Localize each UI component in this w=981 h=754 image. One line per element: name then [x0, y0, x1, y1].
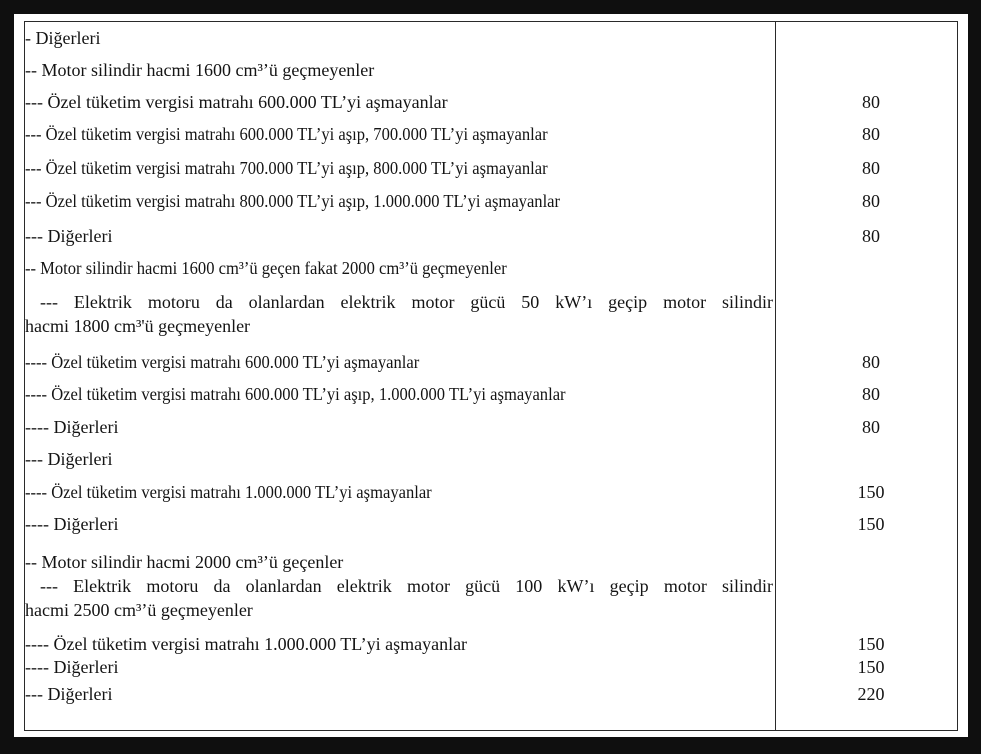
row-value: 80	[862, 124, 880, 144]
row-label: ---- Özel tüketim vergisi matrahı 1.000.000 TL’yi aşmayanlar	[25, 634, 468, 654]
row-value: 80	[862, 384, 880, 404]
row-value: 80	[862, 158, 880, 178]
row-label: --- Elektrik motoru da olanlardan elektrik motor gücü 100 kW’ı geçip motor silindir	[40, 576, 773, 596]
row-value: 150	[857, 657, 885, 677]
row-label: --- Özel tüketim vergisi matrahı 700.000 TL’yi aşıp, 800.000 TL’yi aşmayanlar	[25, 158, 548, 178]
row-value: 80	[862, 352, 880, 372]
row-label: --- Diğerleri	[25, 449, 113, 469]
row-label: ---- Diğerleri	[25, 417, 119, 437]
row-value: 80	[862, 417, 880, 437]
row-label: ---- Özel tüketim vergisi matrahı 600.000 TL’yi aşmayanlar	[25, 352, 420, 372]
row-label: --- Özel tüketim vergisi matrahı 600.000 TL’yi aşmayanlar	[25, 92, 448, 112]
row-label: ---- Diğerleri	[25, 657, 119, 677]
row-value: 80	[862, 92, 880, 112]
row-label: --- Özel tüketim vergisi matrahı 800.000 TL’yi aşıp, 1.000.000 TL’yi aşmayanlar	[25, 191, 561, 211]
row-label: - Diğerleri	[25, 28, 101, 48]
row-label: -- Motor silindir hacmi 1600 cm³’ü geçen fakat 2000 cm³’ü geçmeyenler	[25, 258, 507, 278]
row-label: --- Özel tüketim vergisi matrahı 600.000 TL’yi aşıp, 700.000 TL’yi aşmayanlar	[25, 124, 548, 144]
row-label: hacmi 2500 cm³’ü geçmeyenler	[25, 600, 253, 620]
row-label: hacmi 1800 cm³'ü geçmeyenler	[25, 316, 251, 336]
row-value: 80	[862, 191, 880, 211]
row-label: --- Diğerleri	[25, 684, 113, 704]
row-value: 220	[857, 684, 885, 704]
row-label: ---- Diğerleri	[25, 514, 119, 534]
row-label: --- Elektrik motoru da olanlardan elektrik motor gücü 50 kW’ı geçip motor silindir	[40, 292, 773, 312]
row-label: ---- Özel tüketim vergisi matrahı 600.000 TL’yi aşıp, 1.000.000 TL’yi aşmayanlar	[25, 384, 566, 404]
row-label: --- Diğerleri	[25, 226, 113, 246]
row-value: 80	[862, 226, 880, 246]
row-label: -- Motor silindir hacmi 1600 cm³’ü geçmeyenler	[25, 60, 375, 80]
document-page	[14, 14, 968, 737]
row-label: ---- Özel tüketim vergisi matrahı 1.000.000 TL’yi aşmayanlar	[25, 482, 432, 502]
row-value: 150	[857, 634, 885, 654]
row-value: 150	[857, 482, 885, 502]
row-value: 150	[857, 514, 885, 534]
row-label: -- Motor silindir hacmi 2000 cm³’ü geçenler	[25, 552, 344, 572]
